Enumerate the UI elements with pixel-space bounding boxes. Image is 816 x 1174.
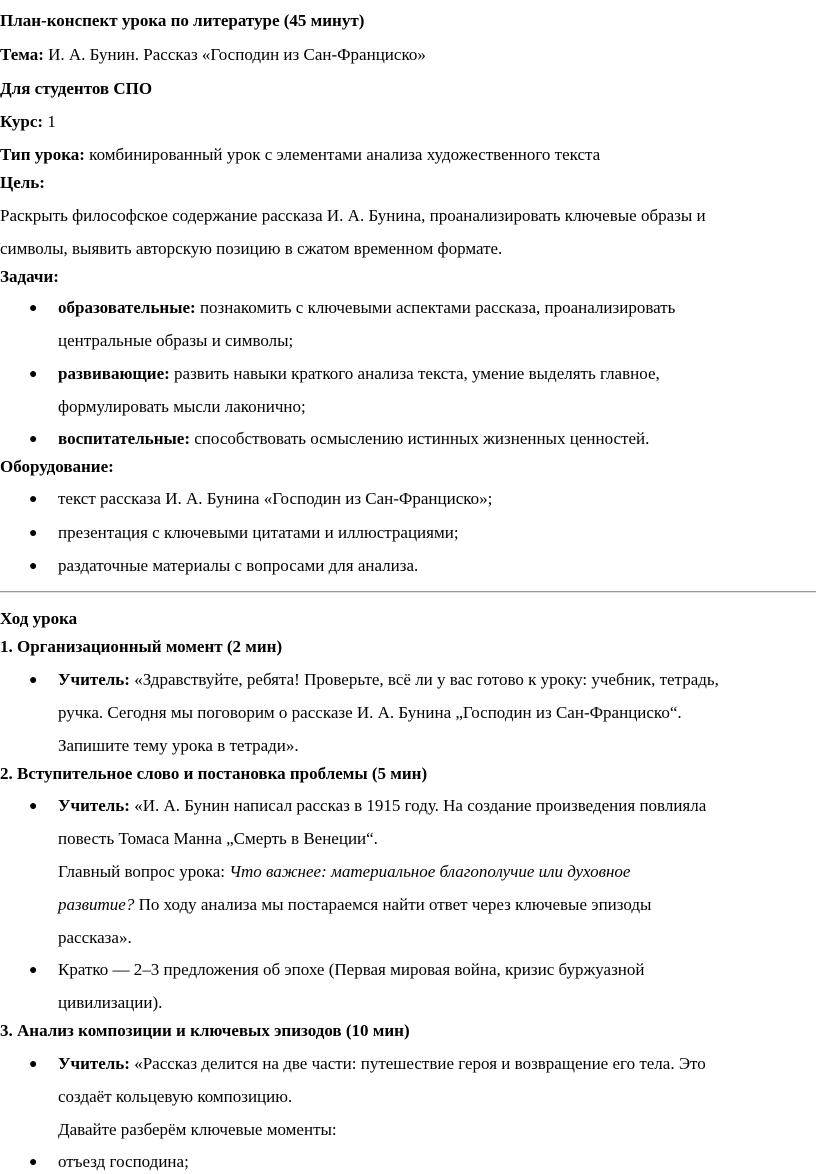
task-item: воспитательные: способствовать осмыслению истинных жизненных ценностей.: [58, 429, 650, 448]
bullet-icon: ●: [29, 963, 38, 978]
stage-2-text-line: повесть Томаса Манна „Смерть в Венеции“.: [58, 829, 378, 848]
task-item-continuation: центральные образы и символы;: [58, 331, 294, 350]
stage-2-item-continuation: цивилизации).: [58, 993, 163, 1012]
lesson-type-value: комбинированный урок с элементами анализа художественного текста: [84, 145, 601, 164]
bullet-icon: ●: [29, 1057, 38, 1072]
stage-3-teacher-line: Учитель: «Рассказ делится на две части: путешествие героя и возвращение его тела. Это: [58, 1054, 706, 1073]
stage-1-text-line: ручка. Сегодня мы поговорим о рассказе И. А. Бунина „Господин из Сан-Франциско“.: [58, 703, 682, 722]
course-line: [0, 112, 56, 132]
goal-text-line: символы, выявить авторскую позицию в сжатом временном формате.: [0, 239, 503, 258]
bullet-icon: ●: [29, 432, 38, 447]
task-item-continuation: формулировать мысли лаконично;: [58, 397, 306, 416]
equipment-item: текст рассказа И. А. Бунина «Господин из Сан-Франциско»;: [58, 489, 493, 508]
bullet-icon: ●: [29, 301, 38, 316]
bullet-icon: ●: [29, 673, 38, 688]
section-divider: [0, 591, 816, 593]
bullet-icon: ●: [29, 367, 38, 382]
audience-line: Для студентов СПО: [0, 79, 153, 98]
stage-1-heading: 1. Организационный момент (2 мин): [0, 637, 283, 656]
course-of-lesson-heading: Ход урока: [0, 609, 78, 628]
stage-2-question-line: Главный вопрос урока: Что важнее: материальное благополучие или духовное: [58, 862, 631, 881]
bullet-icon: ●: [29, 559, 38, 574]
topic-line: [0, 45, 426, 65]
stage-3-item: отъезд господина;: [58, 1152, 189, 1171]
stage-2-item: Кратко — 2–3 предложения об эпохе (Первая мировая война, кризис буржуазной: [58, 960, 645, 979]
stage-2-question-line: развитие? По ходу анализа мы постараемся найти ответ через ключевые эпизоды: [58, 895, 652, 914]
bullet-icon: ●: [29, 492, 38, 507]
document-title: План-конспект урока по литературе (45 минут): [0, 11, 365, 30]
stage-1-teacher-line: Учитель: «Здравствуйте, ребята! Проверьте, всё ли у вас готово к уроку: учебник, тетрадь,: [58, 670, 719, 689]
equipment-item: раздаточные материалы с вопросами для анализа.: [58, 556, 419, 575]
stage-2-heading: 2. Вступительное слово и постановка проблемы (5 мин): [0, 764, 428, 783]
task-item: развивающие: развить навыки краткого анализа текста, умение выделять главное,: [58, 364, 660, 383]
bullet-icon: ●: [29, 526, 38, 541]
course-label: Курс:: [0, 112, 44, 131]
course-value: 1: [43, 112, 56, 131]
bullet-icon: ●: [29, 1155, 38, 1170]
stage-3-text-line: Давайте разберём ключевые моменты:: [58, 1120, 337, 1139]
goal-heading: Цель:: [0, 173, 45, 192]
tasks-heading: Задачи:: [0, 267, 59, 286]
goal-text-line: Раскрыть философское содержание рассказа И. А. Бунина, проанализировать ключевые образы и: [0, 206, 706, 225]
equipment-item: презентация с ключевыми цитатами и иллюстрациями;: [58, 523, 459, 542]
stage-2-text-line: рассказа».: [58, 928, 132, 947]
lesson-type-label: Тип урока:: [0, 145, 85, 164]
stage-1-text-line: Запишите тему урока в тетради».: [58, 736, 299, 755]
stage-2-teacher-line: Учитель: «И. А. Бунин написал рассказ в 1915 году. На создание произведения повлияла: [58, 796, 707, 815]
topic-label: Тема:: [0, 45, 44, 64]
stage-3-heading: 3. Анализ композиции и ключевых эпизодов (10 мин): [0, 1021, 410, 1040]
lesson-type-line: [0, 145, 600, 165]
task-item: образовательные: познакомить с ключевыми аспектами рассказа, проанализировать: [58, 298, 676, 317]
equipment-heading: Оборудование:: [0, 457, 114, 476]
topic-value: И. А. Бунин. Рассказ «Господин из Сан-Франциско»: [43, 45, 426, 64]
stage-3-text-line: создаёт кольцевую композицию.: [58, 1087, 293, 1106]
bullet-icon: ●: [29, 799, 38, 814]
